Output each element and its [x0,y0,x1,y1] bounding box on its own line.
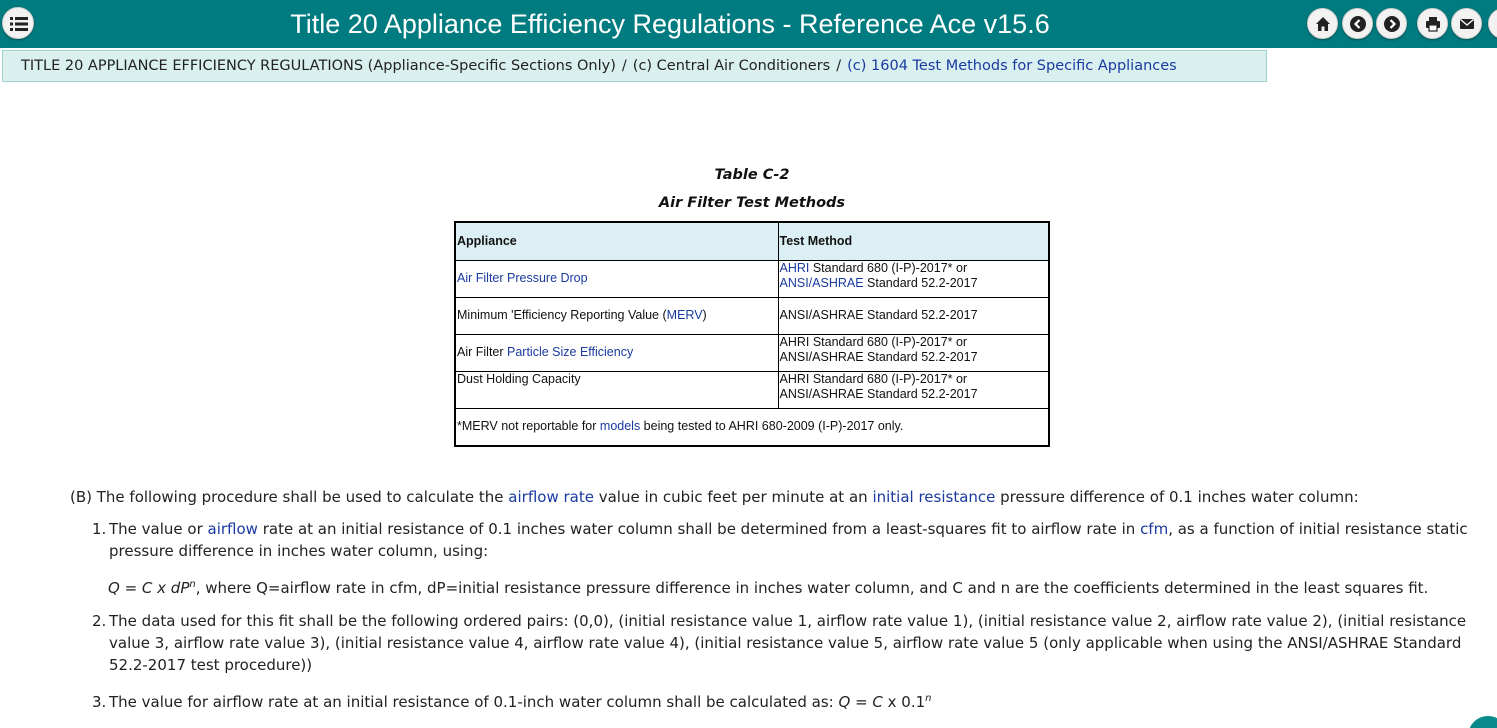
method-cell [778,260,1049,297]
airflow-link[interactable]: airflow [207,520,258,538]
ansi-ashrae-link[interactable]: ANSI/ASHRAE [779,275,864,290]
note-text: being tested to AHRI 680-2009 (I-P)-2017 only. [640,419,904,434]
appliance-cell [455,297,778,334]
breadcrumb-current[interactable]: (c) 1604 Test Methods for Specific Appliances [847,58,1177,74]
method-line: AHRI Standard 680 (I-P)-2017* or [779,334,968,349]
table-number: Table C-2 [714,167,790,183]
initial-resistance-link[interactable]: initial resistance [872,488,996,506]
list-number: 1. [92,520,107,538]
breadcrumb-item[interactable]: TITLE 20 APPLIANCE EFFICIENCY REGULATIONS (Appliance-Specific Sections Only) [21,58,616,74]
particle-size-efficiency-link[interactable]: Particle Size Efficiency [507,345,634,359]
appliance-text: ) [702,308,707,322]
paragraph-text: value in cubic feet per minute at an [593,488,873,506]
paragraph-text: rate at an initial resistance of 0.1 inches water column shall be determined from a least-squares fit to airflow rate in [257,520,1141,538]
breadcrumb-separator: / [621,58,627,74]
paragraph-text: pressure difference of 0.1 inches water column: [995,488,1359,506]
table-row [455,297,1049,334]
formula-expression: Q = C x dP [108,579,190,597]
method-cell [778,371,1049,408]
table-header-row [455,222,1049,260]
print-icon [1425,16,1441,32]
home-button[interactable] [1307,8,1338,39]
note-text: *MERV not reportable for [457,419,600,434]
appliance-cell [455,334,778,371]
formula-text: , where Q=airflow rate in cfm, dP=initial resistance pressure difference in inches water column, and C and n are the coefficients determined in the least squares fit. [195,579,1429,597]
method-text: Standard 680 (I-P)-2017* or [809,260,968,275]
forward-icon [1384,16,1400,32]
list-text [109,691,1497,713]
breadcrumb-item[interactable]: (c) Central Air Conditioners [632,58,831,74]
app-header [0,0,1497,48]
method-line: ANSI/ASHRAE Standard 52.2-2017 [779,386,978,401]
method-line: AHRI Standard 680 (I-P)-2017* or [779,371,968,386]
forward-button[interactable] [1376,8,1407,39]
scroll-to-top-button[interactable] [1468,716,1497,728]
table-title: Air Filter Test Methods [658,195,846,211]
method-cell [778,334,1049,371]
page-title: Title 20 Appliance Efficiency Regulations - Reference Ace v15.6 [290,9,1050,39]
formula [108,577,1428,599]
back-button[interactable] [1342,8,1373,39]
paragraph-text: (B) The following procedure shall be used to calculate the [70,488,509,506]
breadcrumb [2,50,1267,82]
formula-exponent: n [189,579,196,590]
list-text: The data used for this fit shall be the following ordered pairs: (0,0), (initial resistance value 1, airflow rate value 1), (initial resistance value 2, airflow rate value 2), (initial resistance value 3, airflow rate value 3), (initial resistance value 4, airflow rate value 4), (initial resistance value 5, airflow rate value 5 (only applicable when using the ANSI/ASHRAE Standard 52.2-2017 test procedure)) [109,612,1467,674]
list-number: 3. [92,693,107,711]
list-number: 2. [92,612,107,630]
formula-exponent: n [925,693,932,704]
more-button[interactable] [1488,8,1497,39]
table-note [455,408,1049,446]
breadcrumb-separator: / [836,58,842,74]
models-link[interactable]: models [599,419,641,434]
appliance-cell [455,260,778,297]
appliance-cell: Dust Holding Capacity [455,371,778,408]
home-icon [1315,16,1331,32]
appliance-text: Minimum 'Efficiency Reporting Value ( [457,308,667,322]
merv-link[interactable]: MERV [666,308,703,322]
table-row [455,371,1049,408]
table-row [455,334,1049,371]
table-row [455,260,1049,297]
table-note-row [455,408,1049,446]
test-methods-table [454,221,1050,447]
column-header: Test Method [778,222,1049,260]
paragraph-b [70,486,1359,508]
formula-expression: Q = C [838,693,883,711]
method-cell: ANSI/ASHRAE Standard 52.2-2017 [778,297,1049,334]
airflow-rate-link[interactable]: airflow rate [508,488,594,506]
appliance-text: Air Filter [457,345,507,359]
paragraph-text: The value or [109,520,208,538]
appliance-link[interactable]: Air Filter Pressure Drop [457,271,588,285]
ahri-link[interactable]: AHRI [779,260,810,275]
email-button[interactable] [1451,8,1482,39]
cfm-link[interactable]: cfm [1140,520,1169,538]
column-header: Appliance [455,222,778,260]
back-icon [1350,16,1366,32]
list-text [109,518,1497,562]
email-icon [1459,16,1475,32]
print-button[interactable] [1417,8,1448,39]
paragraph-text: The value for airflow rate at an initial resistance of 0.1-inch water column shall be calculated as: [109,693,839,711]
method-text: Standard 52.2-2017 [863,275,978,290]
paragraph-text: , as a function of initial resistance static pressure difference in inches water column, using: [109,520,1468,560]
formula-expression: x 0.1 [882,693,926,711]
method-line: ANSI/ASHRAE Standard 52.2-2017 [779,349,978,364]
